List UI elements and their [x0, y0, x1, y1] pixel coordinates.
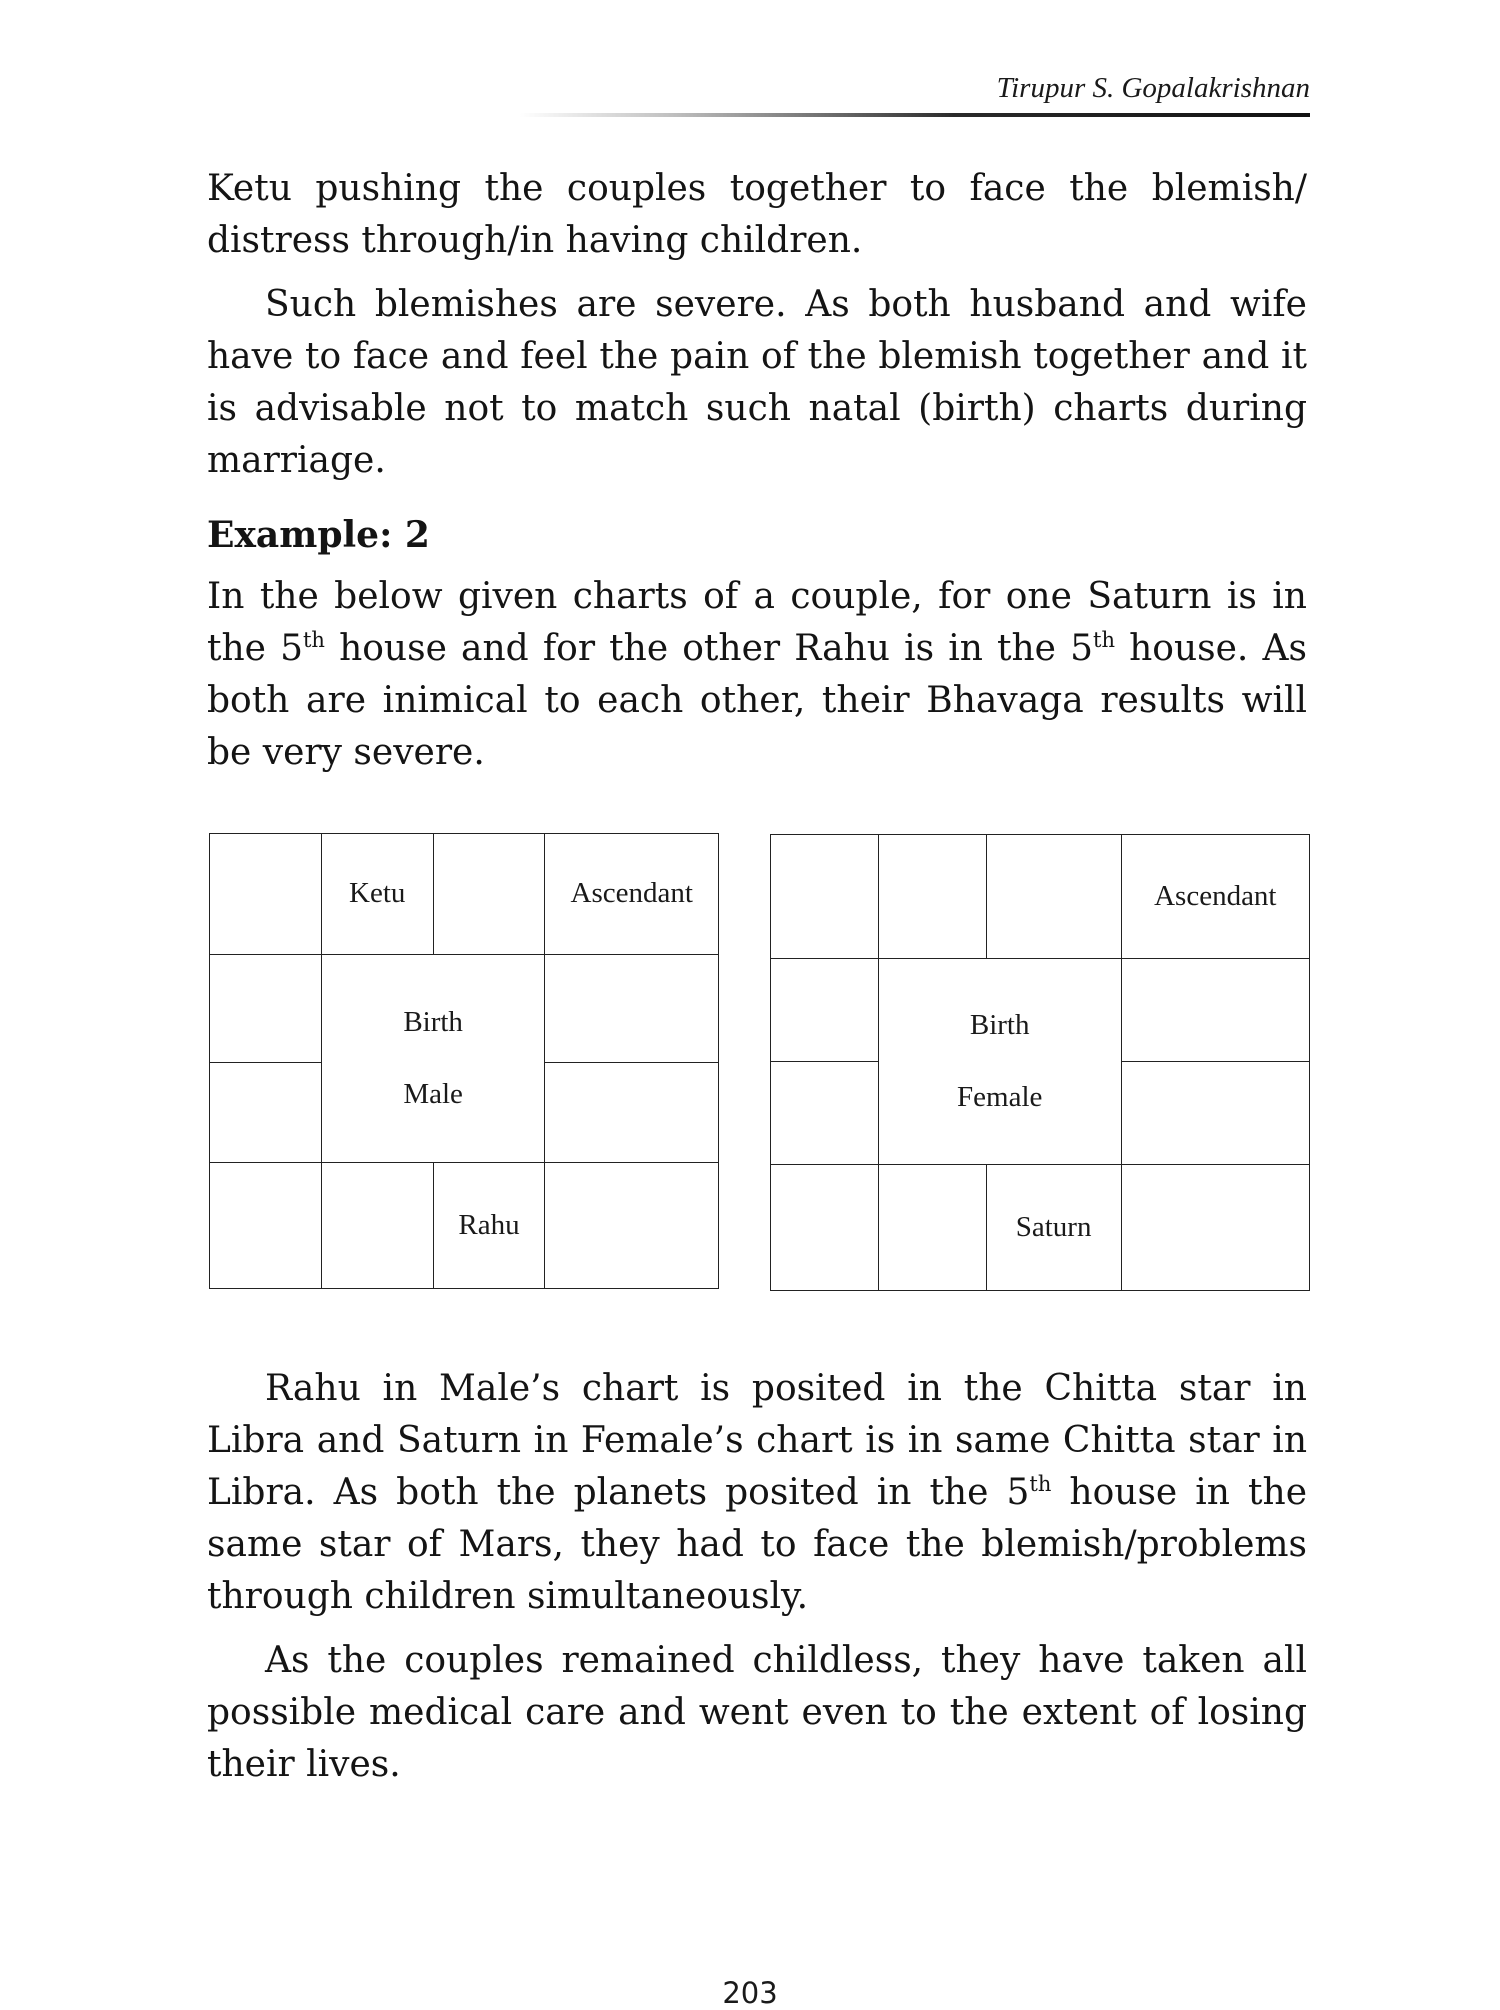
running-header: Tirupur S. Gopalakrishnan [996, 72, 1310, 104]
body-text-lower [207, 1363, 1307, 1803]
female-house-2 [878, 835, 986, 959]
female-house-bottom-4 [1121, 1164, 1309, 1290]
male-house-bottom-4 [545, 1163, 719, 1289]
female-house-1 [771, 835, 879, 959]
body-text [207, 163, 1307, 791]
male-birth-chart [209, 833, 719, 1289]
female-house-bottom-2 [878, 1164, 986, 1290]
female-house-3 [986, 835, 1121, 959]
female-house-left-2 [771, 1061, 879, 1164]
male-house-bottom-2 [321, 1163, 433, 1289]
female-house-left-1 [771, 958, 879, 1061]
male-house-left-2 [210, 1062, 322, 1162]
female-house-ascendant: Ascendant [1121, 835, 1309, 959]
section-heading: Example: 2 [207, 514, 430, 556]
female-chart-center [878, 958, 1121, 1164]
female-center-label-birth: Birth [969, 1009, 1030, 1042]
male-chart-center [321, 954, 545, 1162]
male-house-right-2 [545, 1062, 719, 1162]
female-house-right-2 [1121, 1061, 1309, 1164]
paragraph-1: Ketu pushing the couples together to face the blemish/ distress through/in having children. [207, 168, 1307, 261]
male-center-label-birth: Birth [403, 1006, 463, 1039]
female-birth-chart [770, 834, 1310, 1291]
female-center-label-gender: Female [957, 1081, 1043, 1114]
male-house-bottom-1 [210, 1163, 322, 1289]
paragraph-4: Rahu in Male’s chart is posited in the Chitta star in Libra and Saturn in Female’s chart is in same Chitta star in Libra. As both the planets posited in the 5th house in the same star of Mars, they had to face the blemish/problems through children simultaneously. [207, 1368, 1307, 1617]
header-rule [520, 113, 1310, 117]
page-number: 203 [722, 1976, 778, 2010]
male-house-right-1 [545, 954, 719, 1062]
paragraph-2: Such blemishes are severe. As both husband and wife have to face and feel the pain of the blemish together and it is advisable not to match such natal (birth) charts during marriage. [207, 284, 1307, 481]
male-house-rahu: Rahu [433, 1163, 545, 1289]
male-house-3 [433, 834, 545, 955]
male-house-left-1 [210, 954, 322, 1062]
female-house-right-1 [1121, 958, 1309, 1061]
female-house-saturn: Saturn [986, 1164, 1121, 1290]
male-house-1 [210, 834, 322, 955]
female-house-bottom-1 [771, 1164, 879, 1290]
male-house-ascendant: Ascendant [545, 834, 719, 955]
male-center-label-gender: Male [403, 1078, 463, 1111]
paragraph-3: In the below given charts of a couple, for one Saturn is in the 5th house and for the other Rahu is in the 5th house. As both are inimical to each other, their Bhavaga results will be very severe. [207, 576, 1307, 773]
paragraph-5: As the couples remained childless, they have taken all possible medical care and went even to the extent of losing their lives. [207, 1640, 1307, 1785]
male-house-ketu: Ketu [321, 834, 433, 955]
